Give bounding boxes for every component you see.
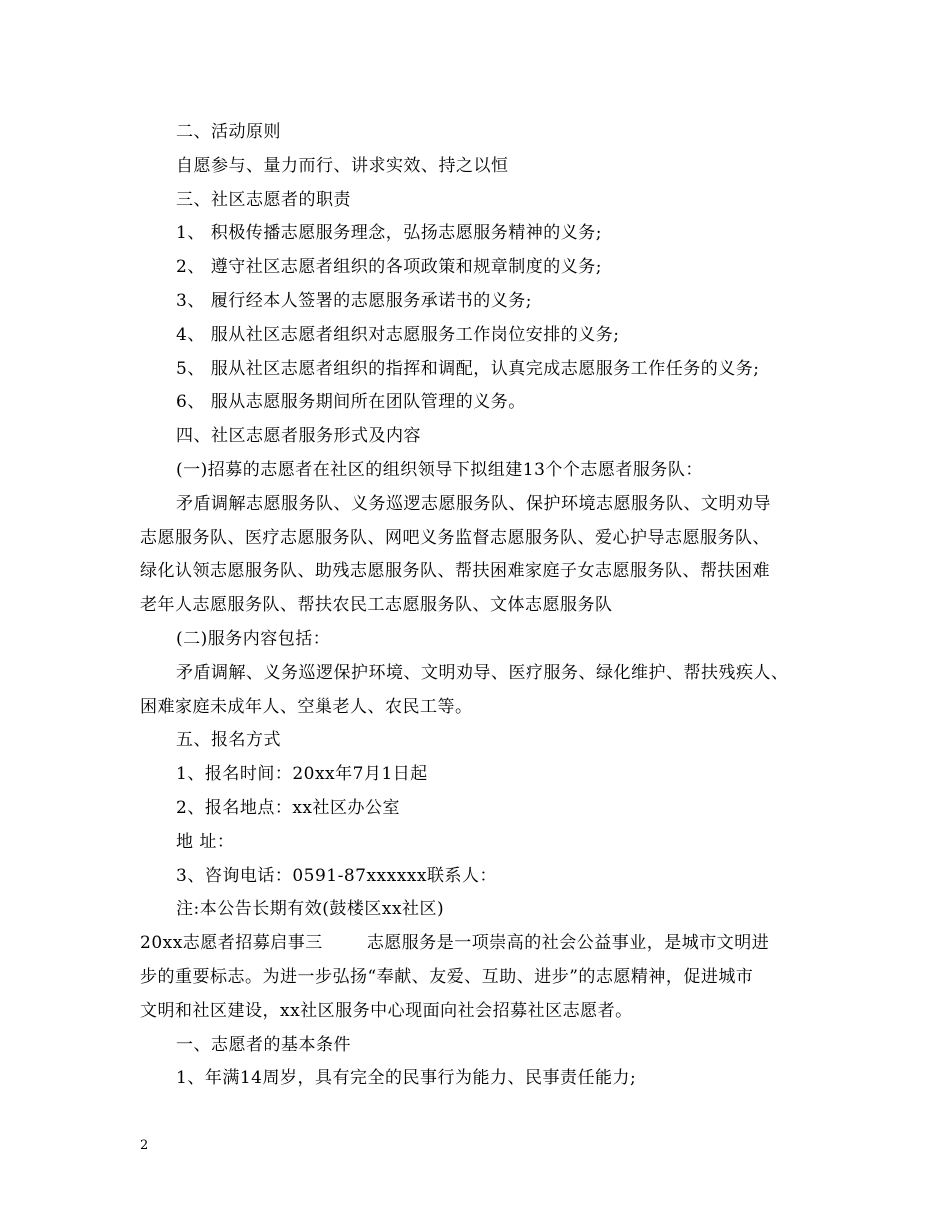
intro-text: 志愿服务是一项崇高的社会公益事业，是城市文明进 [366, 933, 770, 954]
document-body [140, 116, 830, 1096]
paragraph-line: 矛盾调解、义务巡逻保护环境、文明劝导、医疗服务、绿化维护、帮扶残疾人、 [176, 662, 789, 683]
address-label: 地 址： [176, 831, 235, 852]
paragraph-line [140, 927, 830, 961]
condition-item: 1、年满14周岁，具有完全的民事行为能力、民事责任能力; [176, 1068, 637, 1089]
paragraph-line: 文明和社区建设，xx社区服务中心现面向社会招募社区志愿者。 [140, 1000, 633, 1021]
principles-text: 自愿参与、量力而行、讲求实效、持之以恒 [176, 155, 509, 176]
paragraph-line: 矛盾调解志愿服务队、义务巡逻志愿服务队、保护环境志愿服务队、文明劝导 [176, 493, 771, 514]
paragraph-line: 志愿服务队、医疗志愿服务队、网吧义务监督志愿服务队、爱心护导志愿服务队、 [140, 527, 770, 548]
section-heading-duties: 三、社区志愿者的职责 [176, 189, 351, 210]
page-number: 2 [140, 1138, 149, 1153]
duty-item: 2、 遵守社区志愿者组织的各项政策和规章制度的义务; [176, 257, 602, 278]
consult-phone: 3、咨询电话：0591-87xxxxxx联系人： [176, 865, 497, 886]
registration-time: 1、报名时间：20xx年7月1日起 [176, 764, 428, 785]
duty-item: 5、 服从社区志愿者组织的指挥和调配，认真完成志愿服务工作任务的义务; [176, 358, 760, 379]
paragraph-line: 步的重要标志。为进一步弘扬“奉献、友爱、互助、进步”的志愿精神，促进城市 [140, 966, 754, 987]
paragraph-line: 老年人志愿服务队、帮扶农民工志愿服务队、文体志愿服务队 [140, 595, 613, 616]
notice-note: 注:本公告长期有效(鼓楼区xx社区) [176, 899, 445, 920]
paragraph-line: 困难家庭未成年人、空巢老人、农民工等。 [140, 696, 473, 717]
section-heading-basic-conditions: 一、志愿者的基本条件 [176, 1034, 351, 1055]
registration-location: 2、报名地点：xx社区办公室 [176, 797, 400, 818]
duty-item: 6、 服从志愿服务期间所在团队管理的义务。 [176, 392, 526, 413]
subsection-recruitment-teams: (一)招募的志愿者在社区的组织领导下拟组建13个个志愿者服务队： [176, 459, 703, 480]
duty-item: 4、 服从社区志愿者组织对志愿服务工作岗位安排的义务; [176, 324, 620, 345]
duty-item: 1、 积极传播志愿服务理念，弘扬志愿服务精神的义务; [176, 223, 602, 244]
notice-title: 20xx志愿者招募启事三 [140, 933, 323, 954]
subsection-service-content: (二)服务内容包括： [176, 628, 331, 649]
section-heading-service-forms: 四、社区志愿者服务形式及内容 [176, 426, 421, 447]
section-heading-registration: 五、报名方式 [176, 730, 281, 751]
duty-item: 3、 履行经本人签署的志愿服务承诺书的义务; [176, 290, 532, 311]
section-heading-principles: 二、活动原则 [176, 122, 281, 142]
paragraph-line: 绿化认领志愿服务队、助残志愿服务队、帮扶困难家庭子女志愿服务队、帮扶困难 [140, 561, 770, 582]
